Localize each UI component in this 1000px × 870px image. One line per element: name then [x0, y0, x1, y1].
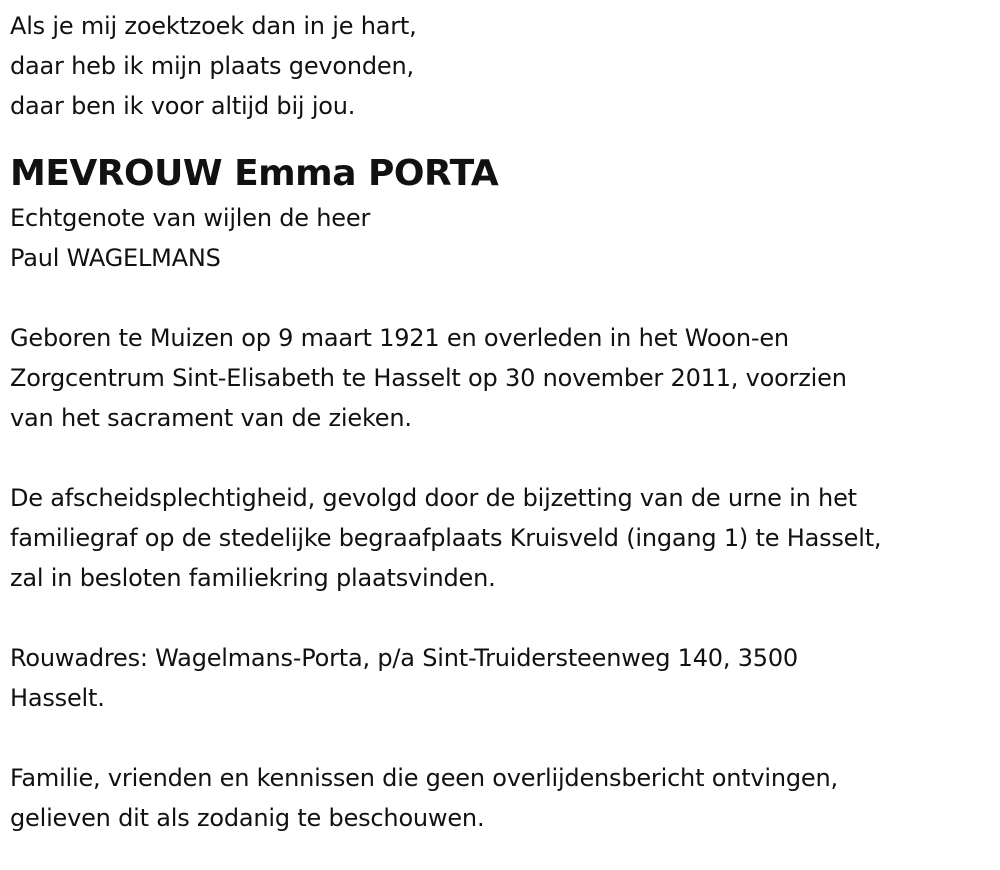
deceased-block — [10, 150, 995, 278]
ceremony-paragraph — [10, 478, 995, 598]
poem — [10, 6, 995, 126]
poem-line-1: Als je mij zoektzoek dan in je hart, — [10, 12, 417, 40]
poem-line-2: daar heb ik mijn plaats gevonden, — [10, 52, 414, 80]
relation-line-1: Echtgenote van wijlen de heer — [10, 204, 371, 232]
poem-line-3: daar ben ik voor altijd bij jou. — [10, 92, 356, 120]
deceased-name: MEVROUW Emma PORTA — [10, 153, 499, 194]
relation-line-2: Paul WAGELMANS — [10, 244, 221, 272]
address-line-2: Hasselt. — [10, 684, 105, 712]
birth-death-line-3: van het sacrament van de zieken. — [10, 404, 412, 432]
ceremony-line-1: De afscheidsplechtigheid, gevolgd door de bijzetting van de urne in het — [10, 484, 857, 512]
notice-paragraph — [10, 758, 995, 838]
birth-death-line-2: Zorgcentrum Sint-Elisabeth te Hasselt op 30 november 2011, voorzien — [10, 364, 847, 392]
address-line-1: Rouwadres: Wagelmans-Porta, p/a Sint-Truidersteenweg 140, 3500 — [10, 644, 799, 672]
ceremony-line-3: zal in besloten familiekring plaatsvinden. — [10, 564, 496, 592]
notice-line-1: Familie, vrienden en kennissen die geen overlijdensbericht ontvingen, — [10, 764, 838, 792]
birth-death-paragraph — [10, 318, 995, 438]
birth-death-line-1: Geboren te Muizen op 9 maart 1921 en overleden in het Woon-en — [10, 324, 789, 352]
spacer — [10, 278, 995, 318]
obituary-notice — [10, 6, 995, 838]
spacer — [10, 438, 995, 478]
spacer — [10, 718, 995, 758]
address-paragraph — [10, 638, 995, 718]
ceremony-line-2: familiegraf op de stedelijke begraafplaats Kruisveld (ingang 1) te Hasselt, — [10, 524, 882, 552]
spacer — [10, 598, 995, 638]
notice-line-2: gelieven dit als zodanig te beschouwen. — [10, 804, 485, 832]
